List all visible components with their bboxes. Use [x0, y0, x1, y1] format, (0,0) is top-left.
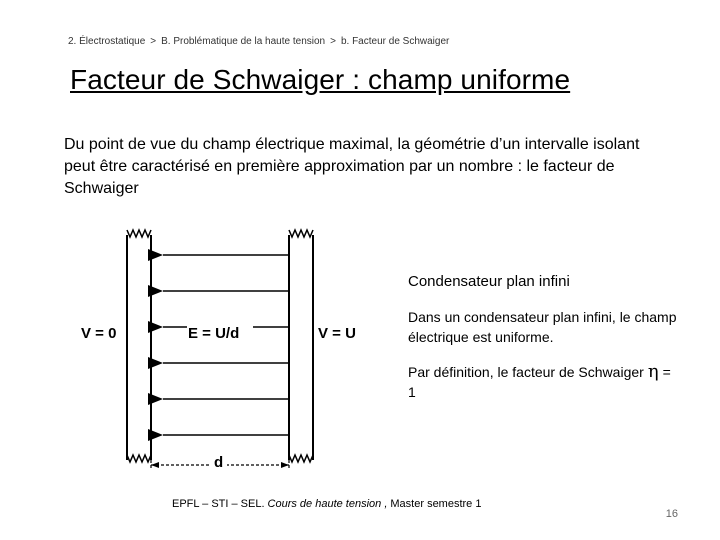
field-label: E = U/d [188, 325, 240, 342]
breadcrumb-item-1: 2. Électrostatique [68, 36, 146, 47]
parallel-plate-diagram [75, 225, 375, 475]
breadcrumb-separator: > [150, 36, 157, 47]
footer-course: Cours de haute tension , [267, 498, 388, 510]
right-potential-label: V = U [318, 325, 356, 342]
right-plate [289, 230, 313, 462]
definition-text: Par définition, le facteur de Schwaiger [408, 364, 644, 380]
capacitor-description: Dans un condensateur plan infini, le champ électrique est uniforme. [408, 309, 677, 345]
page-number: 16 [665, 508, 678, 520]
page-title: Facteur de Schwaiger : champ uniforme [70, 64, 571, 95]
left-plate [127, 230, 151, 462]
breadcrumb-separator: > [330, 36, 336, 47]
breadcrumb-item-2: B. Problématique de la haute tension [161, 36, 326, 47]
distance-dimension [151, 440, 289, 471]
definition-value: = 1 [408, 364, 671, 400]
footer [172, 498, 481, 510]
capacitor-heading: Condensateur plan infini [408, 273, 570, 290]
breadcrumb [68, 36, 449, 47]
breadcrumb-item-3: b. Facteur de Schwaiger [340, 36, 450, 47]
field-lines [163, 255, 289, 435]
footer-suffix: Master semestre 1 [390, 498, 482, 510]
footer-prefix: EPFL – STI – SEL. [172, 498, 265, 510]
schwaiger-definition [408, 362, 678, 402]
left-potential-label: V = 0 [81, 325, 117, 342]
eta-symbol: η [647, 361, 659, 382]
intro-paragraph: Du point de vue du champ électrique maximal, la géométrie d’un intervalle isolant peut être caractérisé en première approximation par un nombre : le facteur de Schwaiger [64, 136, 640, 197]
distance-label: d [214, 454, 224, 471]
